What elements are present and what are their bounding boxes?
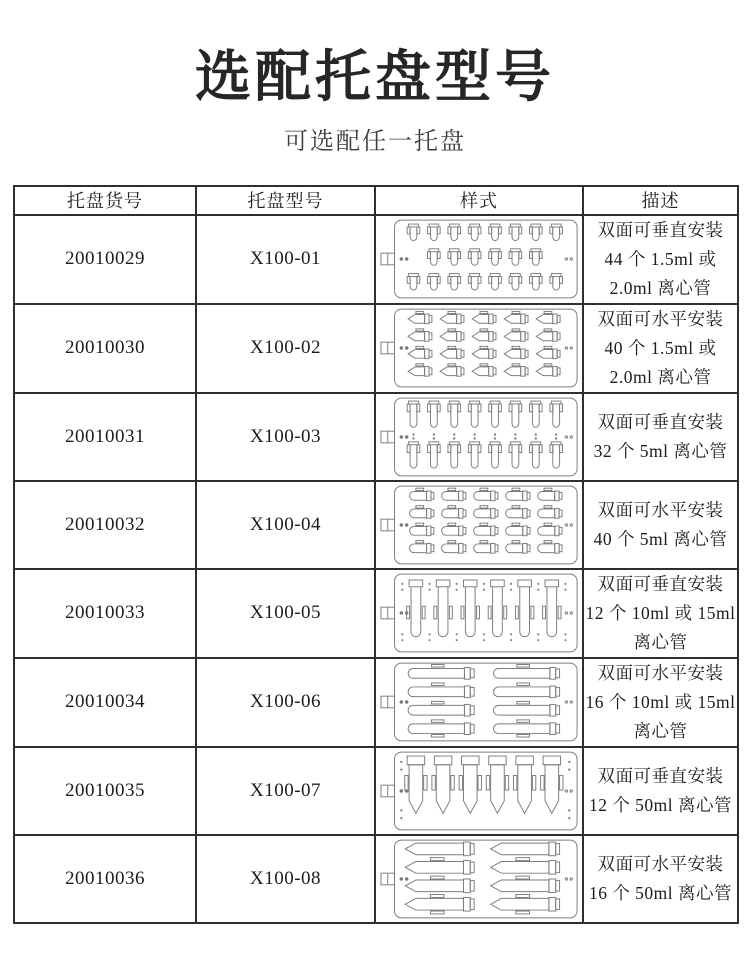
model-cell: X100-07 bbox=[196, 747, 375, 835]
description-line: 双面可水平安装 bbox=[597, 308, 724, 329]
description-line: 离心管 bbox=[633, 631, 688, 652]
table-row bbox=[14, 393, 738, 481]
description-cell bbox=[583, 569, 738, 658]
description-cell bbox=[583, 481, 738, 569]
model-cell: X100-05 bbox=[196, 569, 375, 658]
model-cell: X100-01 bbox=[196, 215, 375, 304]
item-number-cell: 20010033 bbox=[14, 569, 196, 658]
item-number-cell: 20010036 bbox=[14, 835, 196, 923]
description-cell bbox=[583, 304, 738, 393]
description-line: 双面可水平安装 bbox=[597, 853, 724, 874]
page-title: 选配托盘型号 bbox=[195, 45, 555, 108]
table-row bbox=[14, 215, 738, 304]
tray-15ml-horizontal-icon bbox=[379, 660, 579, 744]
style-cell bbox=[375, 658, 583, 747]
description-cell bbox=[583, 747, 738, 835]
item-number-cell: 20010030 bbox=[14, 304, 196, 393]
item-number-cell: 20010035 bbox=[14, 747, 196, 835]
model-cell: X100-08 bbox=[196, 835, 375, 923]
model-cell: X100-02 bbox=[196, 304, 375, 393]
style-cell bbox=[375, 835, 583, 923]
tray-50ml-vertical-icon bbox=[379, 749, 579, 833]
table-row bbox=[14, 747, 738, 835]
description-line: 16 个 50ml 离心管 bbox=[588, 882, 733, 903]
description-line: 双面可垂直安装 bbox=[597, 765, 724, 786]
description-line: 2.0ml 离心管 bbox=[609, 277, 712, 298]
table-row bbox=[14, 835, 738, 923]
page-subtitle: 可选配任一托盘 bbox=[284, 127, 466, 155]
column-header-description: 描述 bbox=[583, 186, 738, 215]
model-cell: X100-04 bbox=[196, 481, 375, 569]
column-header-style: 样式 bbox=[375, 186, 583, 215]
description-line: 2.0ml 离心管 bbox=[609, 366, 712, 387]
table-row bbox=[14, 569, 738, 658]
model-cell: X100-03 bbox=[196, 393, 375, 481]
description-cell bbox=[583, 835, 738, 923]
style-cell bbox=[375, 215, 583, 304]
description-line: 双面可水平安装 bbox=[597, 499, 724, 520]
style-cell bbox=[375, 304, 583, 393]
description-cell bbox=[583, 393, 738, 481]
table-row bbox=[14, 658, 738, 747]
column-header-item-no: 托盘货号 bbox=[14, 186, 196, 215]
description-line: 40 个 1.5ml 或 bbox=[604, 337, 717, 358]
description-line: 12 个 10ml 或 15ml bbox=[585, 602, 736, 623]
item-number-cell: 20010032 bbox=[14, 481, 196, 569]
style-cell bbox=[375, 569, 583, 658]
description-line: 12 个 50ml 离心管 bbox=[588, 794, 733, 815]
tray-options-table bbox=[13, 185, 739, 924]
description-cell bbox=[583, 658, 738, 747]
tray-50ml-horizontal-icon bbox=[379, 837, 579, 921]
model-cell: X100-06 bbox=[196, 658, 375, 747]
tray-microtube-horizontal-icon bbox=[379, 306, 579, 390]
tray-5ml-vertical-icon bbox=[379, 395, 579, 479]
table-header-row bbox=[14, 186, 738, 215]
table-row bbox=[14, 481, 738, 569]
description-line: 16 个 10ml 或 15ml bbox=[585, 691, 736, 712]
table-row bbox=[14, 304, 738, 393]
style-cell bbox=[375, 747, 583, 835]
description-line: 离心管 bbox=[633, 720, 688, 741]
description-line: 双面可垂直安装 bbox=[597, 411, 724, 432]
column-header-model: 托盘型号 bbox=[196, 186, 375, 215]
description-line: 双面可垂直安装 bbox=[597, 219, 724, 240]
description-line: 44 个 1.5ml 或 bbox=[604, 248, 717, 269]
style-cell bbox=[375, 393, 583, 481]
description-line: 32 个 5ml 离心管 bbox=[593, 440, 728, 461]
description-line: 双面可水平安装 bbox=[597, 662, 724, 683]
description-cell bbox=[583, 215, 738, 304]
style-cell bbox=[375, 481, 583, 569]
description-line: 40 个 5ml 离心管 bbox=[593, 528, 728, 549]
item-number-cell: 20010034 bbox=[14, 658, 196, 747]
item-number-cell: 20010031 bbox=[14, 393, 196, 481]
tray-5ml-horizontal-icon bbox=[379, 483, 579, 567]
tray-15ml-vertical-icon bbox=[379, 571, 579, 655]
tray-microtube-vertical-icon bbox=[379, 217, 579, 301]
description-line: 双面可垂直安装 bbox=[597, 573, 724, 594]
item-number-cell: 20010029 bbox=[14, 215, 196, 304]
